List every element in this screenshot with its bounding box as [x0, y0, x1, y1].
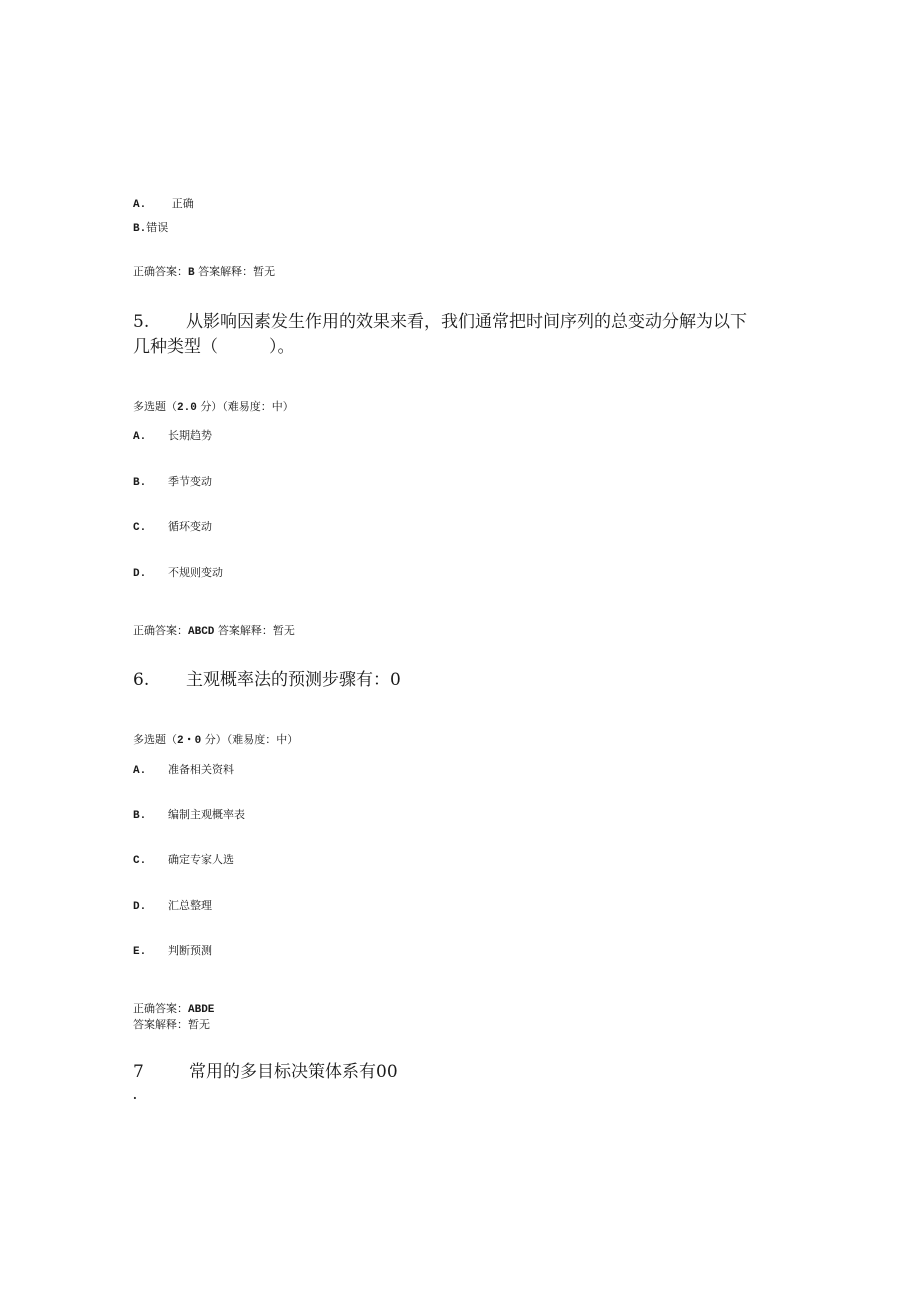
option-text: 准备相关资料: [168, 763, 234, 776]
option-text: 确定专家人选: [168, 853, 234, 866]
q5-option-c: [133, 520, 212, 535]
option-text: 不规则变动: [168, 566, 223, 579]
option-letter: D.: [133, 568, 147, 580]
score: 2・0: [177, 735, 202, 747]
q5-number: 5.: [133, 312, 150, 332]
answer-label: 正确答案：: [133, 1002, 188, 1015]
q5-text-line2: 几种类型（ ）。: [133, 337, 295, 357]
q7-dot: .: [133, 1089, 137, 1102]
option-text: 正确: [171, 197, 194, 210]
type-suffix: 分）（难易度：中）: [200, 400, 294, 413]
option-letter: B.: [133, 477, 147, 489]
q5-option-d: [133, 566, 223, 581]
answer-value: ABDE: [188, 1004, 215, 1016]
type-suffix: 分）（难易度：中）: [204, 733, 299, 746]
q6-answer: [133, 1002, 214, 1017]
q6-type: [133, 733, 298, 748]
option-text: 循环变动: [168, 520, 212, 533]
option-letter: D.: [133, 901, 147, 913]
answer-value: ABCD: [188, 626, 215, 638]
answer-value: B: [188, 267, 195, 279]
score: 2.0: [177, 402, 197, 414]
option-letter: C.: [133, 522, 147, 534]
option-text: 判断预测: [168, 944, 212, 957]
q7-number: 7: [133, 1062, 144, 1082]
type-prefix: 多选题（: [133, 733, 177, 746]
option-letter: A.: [133, 765, 147, 777]
q5-text-line1: 从影响因素发生作用的效果来看，我们通常把时间序列的总变动分解为以下: [186, 312, 747, 332]
q5-answer: [133, 624, 295, 639]
option-letter: A.: [133, 199, 147, 211]
q6-option-a: [133, 763, 234, 778]
option-text: 长期趋势: [168, 429, 212, 442]
option-text: 编制主观概率表: [168, 808, 245, 821]
q6-option-e: [133, 944, 212, 959]
option-letter: B.: [133, 223, 147, 235]
answer-explain: 答案解释：暂无: [217, 624, 295, 637]
answer-explain: 答案解释：暂无: [198, 265, 276, 278]
q4-answer: [133, 265, 275, 280]
q6-answer-explain: 答案解释：暂无: [133, 1018, 210, 1031]
q5-option-b: [133, 475, 212, 490]
q4-option-a: [133, 197, 194, 212]
option-letter: B.: [133, 810, 147, 822]
q6-text: 主观概率法的预测步骤有：0: [186, 670, 401, 690]
q7-text: 常用的多目标决策体系有00: [189, 1062, 398, 1082]
type-prefix: 多选题（: [133, 400, 177, 413]
option-letter: C.: [133, 855, 147, 867]
option-text: 季节变动: [168, 475, 212, 488]
q6-option-d: [133, 899, 212, 914]
option-text: 汇总整理: [168, 899, 212, 912]
q6-option-c: [133, 853, 234, 868]
answer-label: 正确答案：: [133, 624, 188, 637]
option-letter: A.: [133, 431, 147, 443]
option-letter: E.: [133, 946, 147, 958]
q6-option-b: [133, 808, 245, 823]
answer-label: 正确答案：: [133, 265, 188, 278]
q6-number: 6.: [133, 670, 150, 690]
q4-option-b: [133, 221, 168, 236]
option-text: 错误: [146, 221, 169, 234]
q5-option-a: [133, 429, 212, 444]
q5-type: [133, 400, 294, 415]
